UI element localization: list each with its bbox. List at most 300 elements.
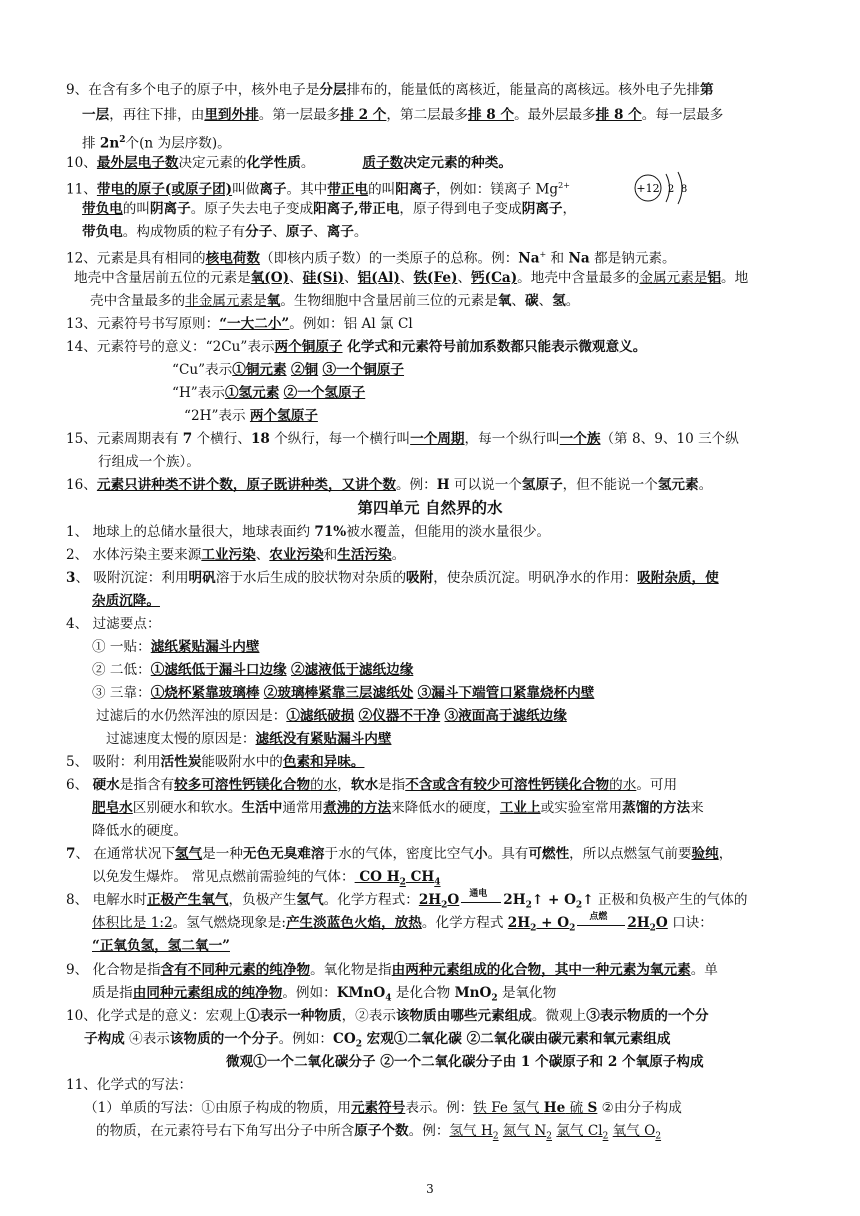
key-term: 验纯 xyxy=(691,846,719,862)
text: 。 xyxy=(391,547,406,563)
subscript: 2 xyxy=(575,900,583,911)
text: 。每一层最多 xyxy=(641,107,724,123)
text-line xyxy=(92,821,187,841)
key-term: 元素只讲种类不讲个数，原子既讲种类，又讲个数 xyxy=(96,477,396,493)
text: 或实验室常用 xyxy=(540,800,623,816)
text-line xyxy=(66,890,747,916)
emphasis: 硬水 xyxy=(92,777,120,793)
text: 1、 地球上的总储水量很大，地球表面约 xyxy=(66,524,315,540)
text-line xyxy=(98,452,200,472)
subscript: 4 xyxy=(385,993,392,1004)
formula: Na xyxy=(518,250,540,267)
emphasis: 7 xyxy=(182,431,193,447)
text: “H”表示 xyxy=(172,385,225,401)
shell-electrons: 8 xyxy=(680,184,688,195)
text: ，原子得到电子变成 xyxy=(399,201,522,217)
text: 正极和负极产生的气体的 xyxy=(593,892,748,908)
key-term: 带正电 xyxy=(327,181,369,198)
text: （即核内质子数）的一类原子的总称。例： xyxy=(260,250,519,267)
underlined-text: 金属元素是 xyxy=(639,270,708,286)
formula: CO xyxy=(333,1031,356,1047)
formula: He xyxy=(543,1100,566,1116)
emphasis: 化学性质 xyxy=(246,155,301,171)
subscript: 2 xyxy=(355,1039,362,1050)
text: 。化学方程式： xyxy=(323,892,419,908)
emphasis: 氢气 xyxy=(296,892,324,908)
underlined-text: : xyxy=(159,915,164,931)
reaction-condition: 通电 xyxy=(469,889,488,899)
subscript: 2 xyxy=(491,993,498,1004)
subscript: 2 xyxy=(399,877,406,888)
text-line xyxy=(92,936,230,956)
key-term: ②一个氢原子 xyxy=(283,385,366,401)
text-line xyxy=(82,199,576,219)
text: 、 吸附沉淀：利用 xyxy=(75,570,189,586)
formula: ↑ xyxy=(582,892,594,908)
text: 。例： xyxy=(408,1123,450,1139)
text: 是指 xyxy=(378,777,406,793)
text: ， xyxy=(337,777,351,793)
text: 个(n 为层序数)。 xyxy=(125,135,231,152)
formula: 2H xyxy=(418,892,442,908)
formula: O xyxy=(655,915,668,931)
key-term: ③液面高于滤纸边缘 xyxy=(444,708,567,724)
text: 通常用 xyxy=(282,800,324,816)
text: 、 xyxy=(344,270,358,286)
subscript: 4 xyxy=(434,877,441,888)
text: （1）单质的写法：①由原子构成的物质，用 xyxy=(84,1100,351,1116)
formula: KMnO xyxy=(336,985,386,1001)
text: 个横行、 xyxy=(192,431,251,447)
text-line xyxy=(66,314,413,334)
formula: CH xyxy=(405,869,435,885)
text-line xyxy=(66,960,718,980)
key-term: 铁(Fe) xyxy=(413,270,458,286)
key-term: 最外层电子数 xyxy=(96,155,179,171)
text: （第 8、9、10 三个纵 xyxy=(600,431,739,447)
text: 8、 电解水时 xyxy=(66,892,147,908)
text: ，所以点燃氢气前要 xyxy=(569,846,692,862)
text: 过滤后的水仍然浑浊的原因是： xyxy=(96,708,287,724)
text-line xyxy=(66,522,550,542)
text-line xyxy=(92,798,704,818)
key-term: 滤纸紧贴漏斗内壁 xyxy=(150,639,260,655)
text-line xyxy=(96,706,567,726)
text: 过滤速度太慢的原因是： xyxy=(106,731,256,747)
key-term: 不含或含有较少可溶性钙镁化合物 xyxy=(405,777,610,793)
text: 决定元素的 xyxy=(178,155,247,171)
emphasis: 7 xyxy=(66,846,76,862)
key-term: ③漏斗下端管口紧靠烧杯内壁 xyxy=(417,685,595,701)
text-line xyxy=(66,752,364,772)
key-term: 排 8 个 xyxy=(595,107,642,123)
text: 。可用 xyxy=(636,777,678,793)
key-term: ①氢元素 xyxy=(224,385,280,401)
shell-electrons: 2 xyxy=(667,184,675,195)
underlined-text: 非金属元素是 xyxy=(185,293,267,309)
key-term: 氢气 xyxy=(174,846,203,862)
text-line xyxy=(66,844,732,864)
key-term: 一个族 xyxy=(559,431,601,447)
emphasis: 离子 xyxy=(259,181,287,198)
text: “2H”表示 xyxy=(184,408,250,424)
text: 。地壳中含量最多的 xyxy=(517,270,640,286)
key-term: 工业上 xyxy=(499,800,541,816)
subscript: 2 xyxy=(525,900,532,911)
example-element: 氮气 N xyxy=(502,1123,547,1139)
key-term: 铝 xyxy=(707,270,722,286)
unit-heading: 第四单元 自然界的水 xyxy=(357,498,503,517)
key-term: 硅(Si) xyxy=(302,270,345,286)
text: 。 xyxy=(565,293,580,309)
emphasis: 一层 xyxy=(82,107,110,123)
text: ，使杂质沉淀。明矾净水的作用： xyxy=(433,570,638,586)
text: 。化学方程式 xyxy=(421,915,508,931)
text-line xyxy=(66,429,739,449)
key-term: 产生淡蓝色火焰，放热 xyxy=(285,915,422,931)
text: 降低水的硬度。 xyxy=(92,823,188,839)
key-term: ①滤纸低于漏斗口边缘 xyxy=(150,662,287,678)
formula: MnO xyxy=(454,985,492,1001)
text: 11、 xyxy=(66,181,97,198)
text: 。生物细胞中含量居前三位的元素是 xyxy=(280,293,498,309)
key-term: 滤纸没有紧贴漏斗内壁 xyxy=(255,731,392,747)
subscript: 2 xyxy=(655,1131,662,1142)
subscript: 2 xyxy=(492,1131,499,1142)
text: 来 xyxy=(690,800,704,816)
mnemonic: “正氧负氢，氢二氧一” xyxy=(92,938,230,954)
key-term: 核电荷数 xyxy=(205,250,261,267)
text: 。氢气燃烧现象是: xyxy=(172,915,286,931)
formula: H xyxy=(436,477,450,493)
text-line xyxy=(66,1006,709,1026)
emphasis: 微观①一个二氧化碳分子 ②一个二氧化碳分子由 1 个碳原子和 2 个氧原子构成 xyxy=(226,1054,704,1070)
subscript: 2 xyxy=(569,923,576,934)
text: ③ 三靠： xyxy=(92,685,151,701)
text: 壳中含量最多的 xyxy=(90,293,186,309)
text-line xyxy=(82,222,367,242)
text: 以免发生爆炸。 常见点燃前需验纯的气体： xyxy=(92,869,355,885)
emphasis: 3 xyxy=(66,570,76,586)
emphasis: 该物质的一个分子 xyxy=(169,1031,279,1047)
key-term: 两个铜原子 xyxy=(274,339,343,355)
text-line xyxy=(90,291,579,311)
text: 。单 xyxy=(690,962,718,978)
text-line xyxy=(66,245,676,269)
text-line xyxy=(92,591,160,611)
emphasis: ①表示一种物质 xyxy=(246,1008,342,1024)
subscript: 2 xyxy=(441,900,448,911)
key-term: 由两种元素组成的化合物，其中一种元素为氧元素 xyxy=(391,962,691,978)
formula: Na xyxy=(568,250,590,267)
emphasis: 原子 xyxy=(285,224,314,240)
text: 10、化学式是的意义：宏观上 xyxy=(66,1008,247,1024)
text: 个纵行，每一个横行叫 xyxy=(269,431,411,447)
key-term: “一大二小” xyxy=(219,316,290,332)
subscript: 2 xyxy=(602,1131,609,1142)
combustion-equation xyxy=(507,915,576,934)
electrolysis-products xyxy=(503,892,594,911)
example-element: 氯气 Cl xyxy=(556,1123,603,1139)
text: 、 在通常状况下 xyxy=(75,846,175,862)
text: 口诀： xyxy=(667,915,713,931)
underlined-text: 的水 xyxy=(310,777,338,793)
key-term: 质子数 xyxy=(362,155,404,171)
underlined-text: 的水 xyxy=(609,777,637,793)
key-term: ②滤液低于滤纸边缘 xyxy=(290,662,414,678)
superscript: 2 xyxy=(119,135,126,145)
emphasis: 18 xyxy=(250,431,270,447)
text: 。具有 xyxy=(487,846,529,862)
text: ② 二低： xyxy=(92,662,151,678)
emphasis: 分层 xyxy=(319,82,347,98)
text: 、 xyxy=(538,293,553,309)
key-term: ②铜 xyxy=(290,362,319,378)
text: 、 xyxy=(457,270,472,286)
text-line xyxy=(66,80,714,100)
text: 被水覆盖，但能用的淡水量很少。 xyxy=(346,524,551,540)
key-term: 含有不同种元素的纯净物 xyxy=(160,962,311,978)
text: 、 xyxy=(272,224,286,240)
key-term: 两个氢原子 xyxy=(249,408,318,424)
text: 是一种 xyxy=(202,846,243,862)
emphasis: ③表示物质的一个分 xyxy=(586,1008,709,1024)
electrolysis-equation xyxy=(418,892,460,911)
text: 4、 过滤要点： xyxy=(66,616,161,632)
emphasis: 阳离子 xyxy=(395,181,437,198)
text-line xyxy=(92,983,556,1009)
text: 都是钠元素。 xyxy=(589,250,676,267)
emphasis: 氢元素 xyxy=(657,477,699,493)
superscript: 2+ xyxy=(558,181,570,190)
text-line xyxy=(106,729,391,749)
text: 。例如：铝 Al 氯 Cl xyxy=(289,316,413,332)
text-line xyxy=(172,383,365,403)
text: 、 xyxy=(399,270,414,286)
emphasis: 无色无臭难溶 xyxy=(242,846,325,862)
text-line xyxy=(66,614,161,634)
text: 10、 xyxy=(66,155,97,171)
text: 的叫 xyxy=(368,181,396,198)
text: 。例如： xyxy=(282,985,337,1001)
key-term: 工业污染 xyxy=(201,547,256,563)
example-element: 铁 Fe xyxy=(473,1100,508,1116)
key-term: 一个周期 xyxy=(410,431,465,447)
example-element: 氢气 H xyxy=(449,1123,493,1139)
text: 、 xyxy=(255,547,270,563)
text-line xyxy=(184,406,318,426)
text: 。原子失去电子变成 xyxy=(190,201,314,217)
key-term: 元素符号 xyxy=(350,1100,406,1116)
reaction-condition: 点燃 xyxy=(589,912,608,922)
key-term: 里到外排 xyxy=(204,107,259,123)
text-line xyxy=(92,913,713,939)
text-line xyxy=(66,337,646,357)
text: 和 xyxy=(546,250,569,267)
nucleus-charge: +12 xyxy=(636,182,660,195)
emphasis: 带负电 xyxy=(82,224,123,240)
formula: S xyxy=(587,1100,598,1116)
text: 5、 吸附：利用 xyxy=(66,754,161,770)
text: 9、 化合物是指 xyxy=(66,962,161,978)
magnesium-ion-diagram xyxy=(632,168,702,208)
text: ，再往下排，由 xyxy=(109,107,205,123)
text: 。 xyxy=(698,477,713,493)
text: ， xyxy=(718,846,733,862)
text-line xyxy=(92,660,413,680)
emphasis: 阴离子 xyxy=(149,201,191,217)
example-element: 氢气 xyxy=(507,1100,544,1116)
text-line xyxy=(84,1029,670,1055)
text: 排 xyxy=(82,135,100,152)
key-term: 带负电 xyxy=(82,201,123,217)
text-line xyxy=(92,637,259,657)
formula: 2H xyxy=(503,892,526,908)
text-line xyxy=(82,130,231,154)
text: 行组成一个族）。 xyxy=(98,454,200,470)
text: 、 xyxy=(313,224,327,240)
text: 是氧化物 xyxy=(497,985,557,1001)
text: ① 一贴： xyxy=(92,639,151,655)
superscript: + xyxy=(539,250,547,259)
text: ，②表示 xyxy=(341,1008,396,1024)
text: ④表示 xyxy=(124,1031,170,1047)
text: 是指含有 xyxy=(119,777,175,793)
text: 2、 水体污染主要来源 xyxy=(66,547,202,563)
emphasis: 分子 xyxy=(245,224,273,240)
formula: 2H xyxy=(507,915,531,931)
key-term: 色素和异味。 xyxy=(282,754,365,770)
text: 。 xyxy=(353,224,368,240)
emphasis: 小 xyxy=(474,846,488,862)
text-line xyxy=(66,475,712,495)
text: 。氧化物是指 xyxy=(310,962,392,978)
text: ，负极产生 xyxy=(228,892,297,908)
key-term: 钙(Ca) xyxy=(471,270,518,286)
text: 16、 xyxy=(66,477,97,493)
text: “Cu”表示 xyxy=(172,362,233,378)
text: 可以说一个 xyxy=(449,477,522,493)
key-term: 氧(O) xyxy=(250,270,290,286)
text: 。最外层最多 xyxy=(514,107,596,123)
emphasis: 阳离子,带正电 xyxy=(313,201,400,217)
text-line xyxy=(172,360,404,380)
text: 来降低水的硬度， xyxy=(391,800,500,816)
text: 。例如： xyxy=(278,1031,334,1047)
key-term: ①烧杯紧靠玻璃棒 xyxy=(150,685,260,701)
text: ，但不能说一个 xyxy=(562,477,658,493)
text: 溶于水后生成的胶状物对杂质的 xyxy=(215,570,407,586)
text: 的物质，在元素符号右下角写出分子中所含 xyxy=(96,1123,355,1139)
text: 排布的，能量低的离核近，能量高的离核远。核外电子先排 xyxy=(346,82,700,98)
example-element: 硫 xyxy=(565,1100,588,1116)
text: 叫做 xyxy=(232,181,260,198)
text: 地壳中含量居前五位的元素是 xyxy=(74,270,251,286)
text-line xyxy=(74,268,748,288)
text: 。地 xyxy=(721,270,749,286)
key-term: ②玻璃棒紧靠三层滤纸处 xyxy=(263,685,414,701)
underlined-text: 2 xyxy=(163,915,173,931)
key-term: 排 8 个 xyxy=(467,107,515,123)
key-term: 排 2 个 xyxy=(340,107,387,123)
emphasis: 阴离子 xyxy=(521,201,563,217)
text-line xyxy=(66,775,677,795)
text: 9、在含有多个电子的原子中，核外电子是 xyxy=(66,82,320,98)
formula: 2H xyxy=(627,915,650,931)
key-term: 带电的原子(或原子团) xyxy=(96,181,233,198)
text: 。构成物质的粒子有 xyxy=(122,224,246,240)
text: 的叫 xyxy=(122,201,150,217)
formula: O xyxy=(447,892,460,908)
reaction-arrow xyxy=(459,889,503,904)
text-line xyxy=(84,1098,682,1118)
text: 。其中 xyxy=(286,181,328,198)
text: 质是指 xyxy=(92,985,133,1001)
emphasis: 明矾 xyxy=(188,570,216,586)
subscript: 2 xyxy=(530,923,537,934)
text-line xyxy=(66,545,405,565)
formula: 2n xyxy=(99,135,120,152)
emphasis: 蒸馏的方法 xyxy=(622,800,691,816)
key-term: ①铜元素 xyxy=(232,362,287,378)
emphasis: 离子 xyxy=(326,224,354,240)
emphasis: 软水 xyxy=(350,777,379,793)
emphasis: 宏观①二氧化碳 ②二氧化碳由碳元素和氧元素组成 xyxy=(361,1031,671,1047)
text: 6、 xyxy=(66,777,93,793)
reaction-arrow xyxy=(575,912,627,927)
formula: + O xyxy=(536,915,570,931)
page-number: 3 xyxy=(426,1182,434,1196)
text: 区别硬水和软水。 xyxy=(132,800,242,816)
emphasis: 71% xyxy=(314,524,347,540)
formula: CO H xyxy=(354,869,400,885)
text: ，第二层最多 xyxy=(386,107,468,123)
text-line xyxy=(92,683,594,703)
formula: ↑ + O xyxy=(531,892,576,908)
key-term: 肥皂水 xyxy=(92,800,133,816)
text: 表示。例： xyxy=(405,1100,474,1116)
text: 15、元素周期表有 xyxy=(66,431,183,447)
key-term: 煮沸的方法 xyxy=(323,800,392,816)
text: 于水的气体，密度比空气 xyxy=(324,846,475,862)
emphasis: 氢 xyxy=(552,293,566,309)
emphasis: 碳 xyxy=(525,293,539,309)
key-term: 铝(Al) xyxy=(357,270,400,286)
key-term: 氧 xyxy=(266,293,281,309)
text: 12、元素是具有相同的 xyxy=(66,250,206,267)
key-term: 由同种元素组成的纯净物 xyxy=(132,985,283,1001)
text: 。第一层最多 xyxy=(258,107,341,123)
text: 。微观上 xyxy=(531,1008,587,1024)
key-term: 吸附杂质，使 xyxy=(637,570,719,586)
key-term: 农业污染 xyxy=(269,547,324,563)
subscript: 2 xyxy=(649,923,656,934)
text: ，例如：镁离子 Mg xyxy=(436,181,559,198)
emphasis: 氢原子 xyxy=(521,477,563,493)
emphasis: 第 xyxy=(699,82,714,98)
text: 是化合物 xyxy=(391,985,455,1001)
text: 11、化学式的写法： xyxy=(66,1077,193,1093)
emphasis: 氧 xyxy=(497,293,512,309)
text: 13、元素符号书写原则： xyxy=(66,316,220,332)
text: ，每一个纵行叫 xyxy=(464,431,560,447)
key-term: ①滤纸破损 xyxy=(286,708,355,724)
text: 和 xyxy=(323,547,338,563)
text: 14、元素符号的意义：“2Cu”表示 xyxy=(66,339,275,355)
text: ②由分子构成 xyxy=(597,1100,682,1116)
emphasis: 化学式和元素符号前加系数都只能表示微观意义。 xyxy=(342,339,647,355)
key-term: ③一个铜原子 xyxy=(322,362,405,378)
